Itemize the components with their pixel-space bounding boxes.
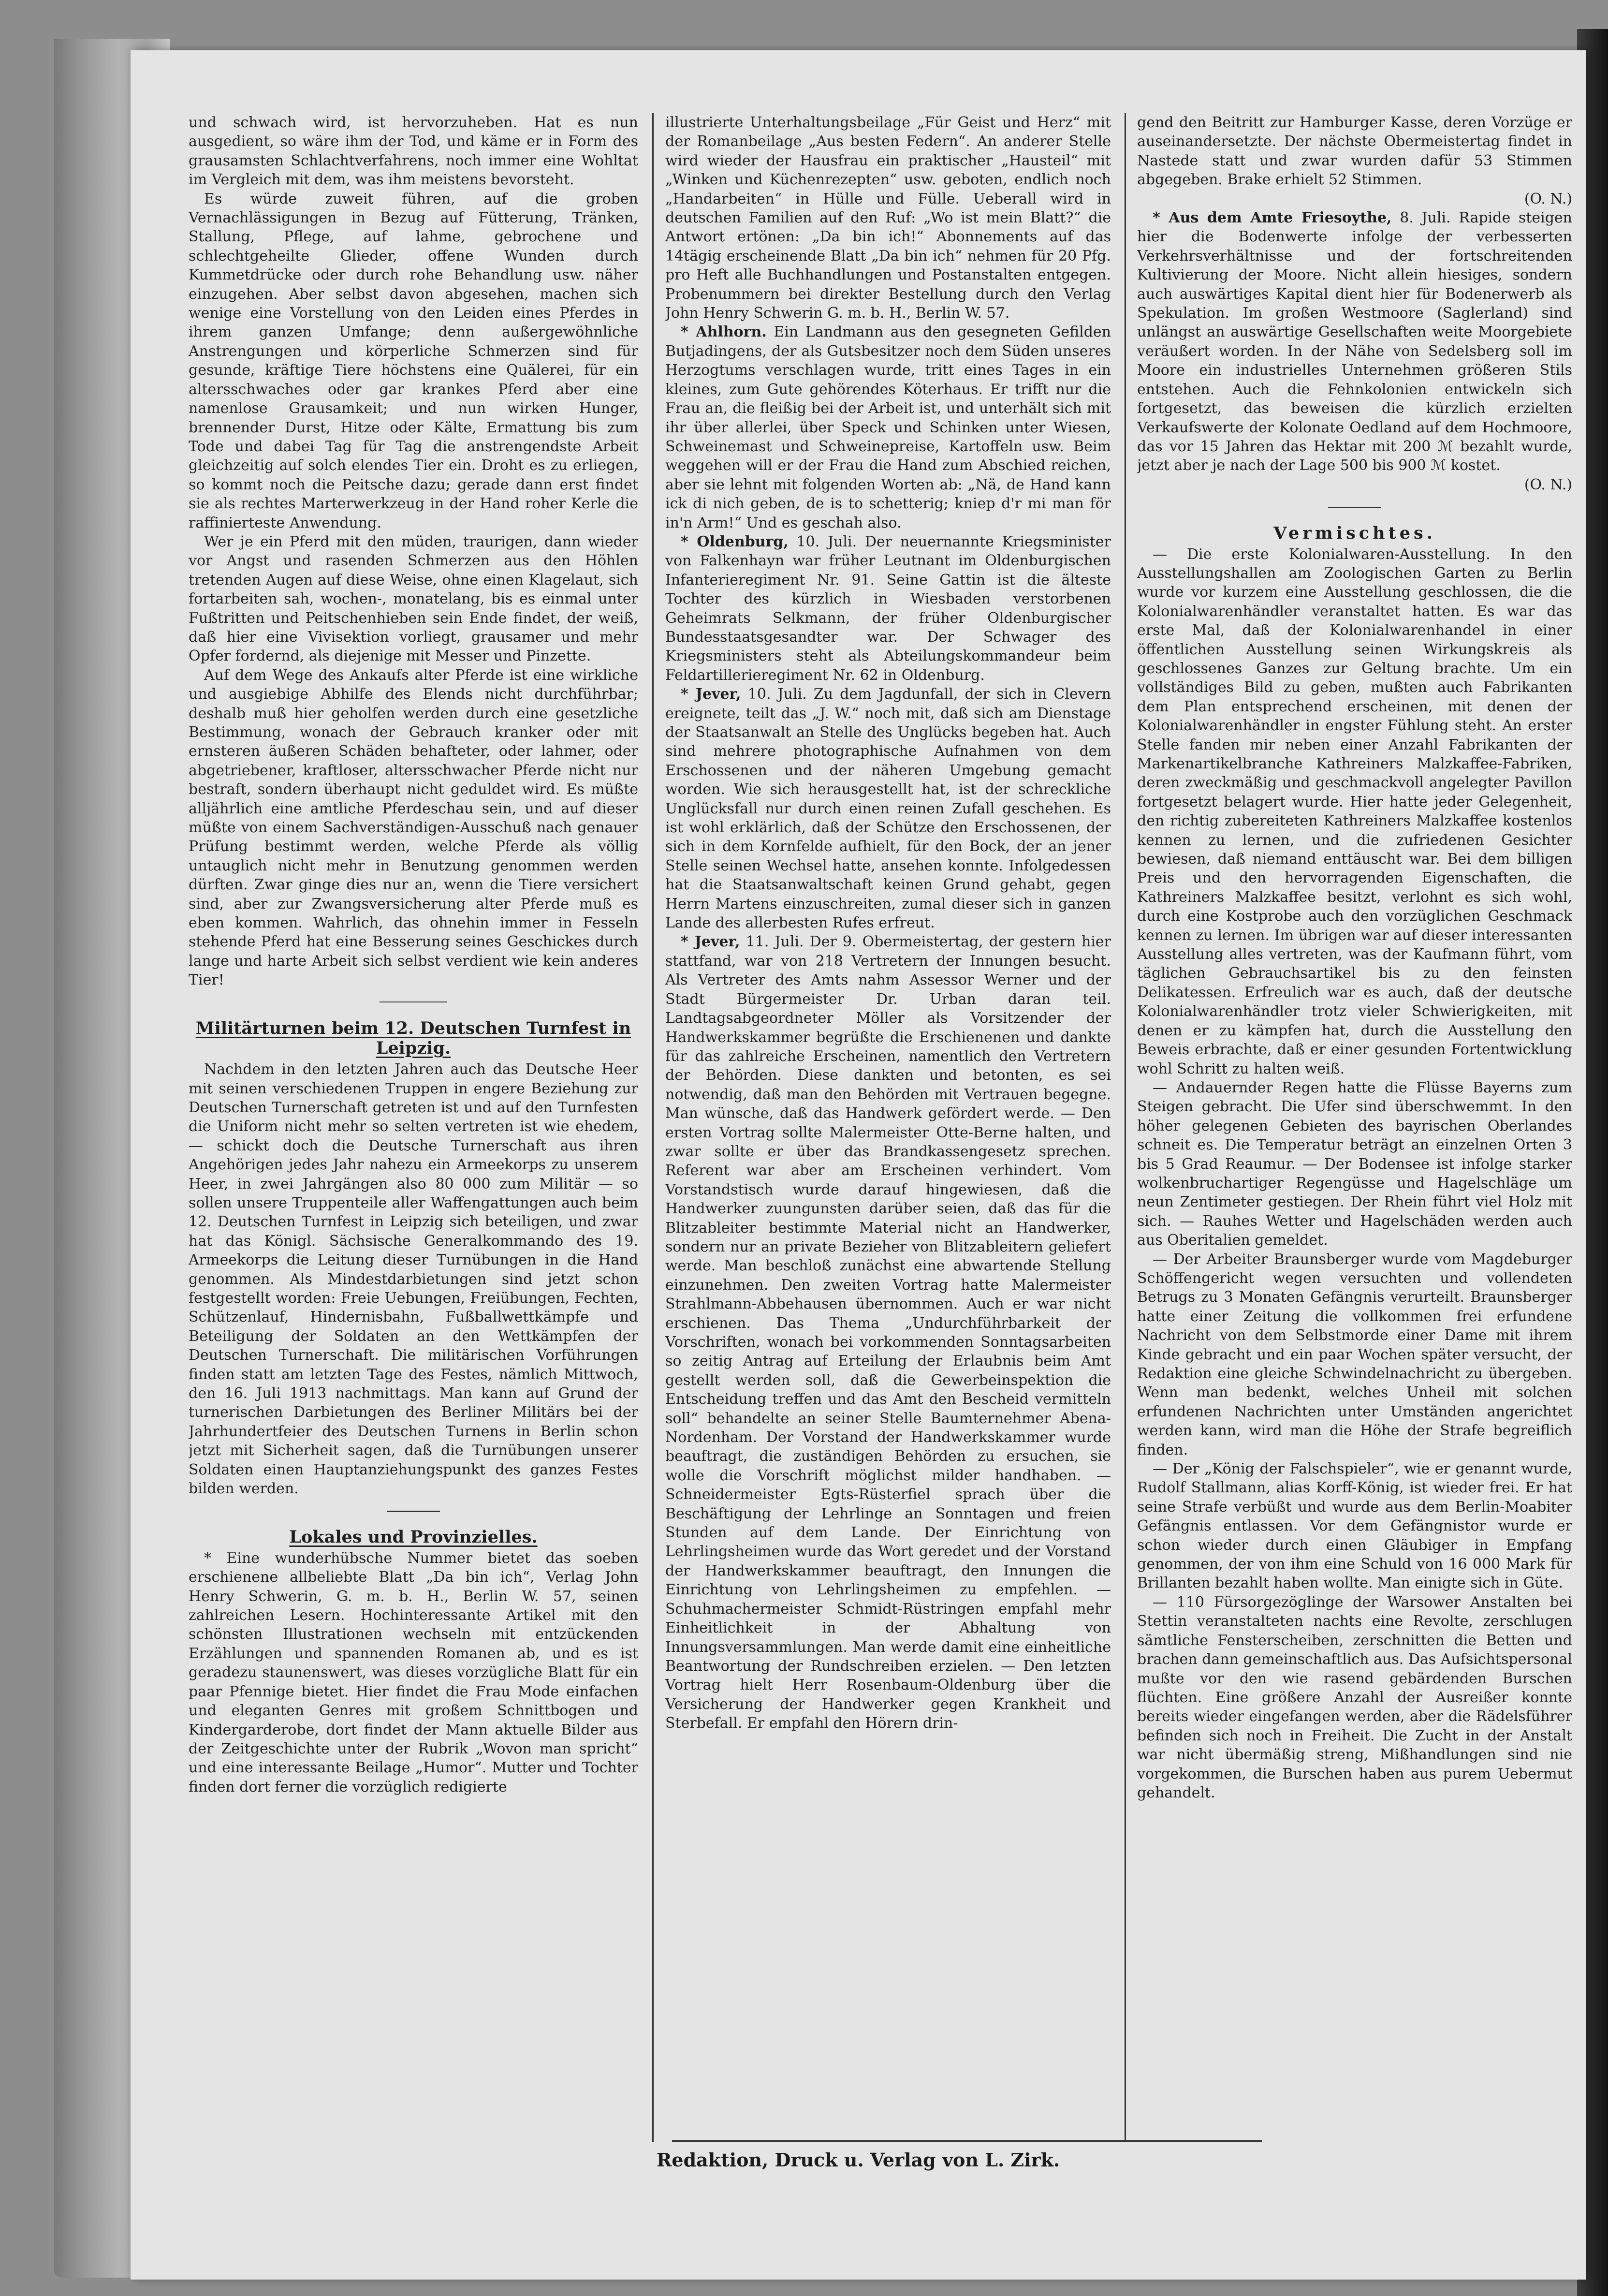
article-paragraph: — Der Arbeiter Braunsberger wurde vom Magdeburger Schöffengericht wegen versuchten und vollendeten Betrugs zu 3 Monaten Gefängnis verurteilt. Braunsberger hatte einer Zeitung die vollkommen frei erfundene Nachricht von dem Selbstmorde einer Dame mit ihrem Kinde gebracht und ein paar Wochen später versucht, der Redaktion eine gleiche Schwindelnachricht zu übergeben. Wenn man bedenkt, welches Unheil mit solchen erfundenen Nachrichten unter Umständen angerichtet werden kann, wird man die Höhe der Strafe begreiflich finden.: [1137, 1251, 1572, 1458]
footer-rule: [672, 2140, 1262, 2142]
section-divider: [189, 1501, 638, 1520]
article-paragraph: und schwach wird, ist hervorzuheben. Hat es nun ausgedient, so wäre ihm der Tod, und käme er in Form des grausamsten Schlachtverfahrens, noch immer eine Wohltat im Vergleich mit dem, was ihm meistens bevorsteht.: [189, 114, 638, 189]
article-paragraph: — Andauernder Regen hatte die Flüsse Bayerns zum Steigen gebracht. Die Ufer sind überschwemmt. In den höher gelegenen Gebieten des bayrischen Oberlandes schneit es. Die Temperatur beträgt an einzelnen Orten 3 bis 5 Grad Reaumur. — Der Bodensee ist infolge starker wolkenbruchartiger Regengüsse und Hagelschläge um neun Zentimeter gestiegen. Der Rhein führt viel Holz mit sich. — Rauhes Wetter und Hagelschäden werden auch aus Oberitalien gemeldet.: [1137, 1079, 1572, 1249]
article-paragraph: Auf dem Wege des Ankaufs alter Pferde ist eine wirkliche und ausgiebige Abhilfe des Elends nicht durchführbar; deshalb muß hier geholfen werden durch eine gesetzliche Bestimmung, wonach der Gebrauch kranker oder mit ernsteren äußeren Schäden behafteter, oder lahmer, oder abgetriebener, kraftloser, altersschwacher Pferde nicht nur bestraft, sondern überhaupt nicht geduldet wird. Es müßte alljährlich eine amtliche Pferdeschau sein, und auf dieser müßte von einem Sachverständigen-Ausschuß nach genauer Prüfung bestimmt werden, welche Pferde als völlig untauglich nicht mehr in Benutzung genommen werden dürften. Zwar ginge dies nur an, wenn die Tiere versichert sind, aber zur Zwangsversicherung alter Pferde muß es eben kommen. Wahrlich, das ohnehin immer in Fesseln stehende Pferd hat eine Besserung seines Geschickes durch lange und harte Arbeit sich selbst verdient wie kein anderes Tier!: [189, 666, 638, 989]
article-paragraph: * Eine wunderhübsche Nummer bietet das soeben erschienene allbeliebte Blatt „Da bin ich“, Verlag John Henry Schwerin, G. m. b. H., Berlin W. 57, seinen zahlreichen Lesern. Hochinteressante Artikel mit den schönsten Illustrationen wechseln mit entzückenden Erzählungen und spannenden Romanen ab, und es ist geradezu staunenswert, was dieses vorzügliche Blatt für ein paar Pfennige bietet. Hier findet die Frau Mode einfachen und eleganten Genres mit großem Schnittbogen und Kindergarderobe, dort findet der Mann aktuelle Bilder aus der Zeitgeschichte unter der Rubrik „Wovon man spricht“ und eine interessante Beilage „Humor“. Mutter und Tochter finden dort ferner die vorzüglich redigierte: [189, 1549, 638, 1796]
article-paragraph: illustrierte Unterhaltungsbeilage „Für Geist und Herz“ mit der Romanbeilage „Aus besten Federn“. An anderer Stelle wird wieder der Hausfrau ein praktischer „Hausteil“ mit „Winken und Küchenrezepten“ usw. geboten, endlich noch „Handarbeiten“ in Hülle und Fülle. Ueberall wird in deutschen Familien auf den Ruf: „Wo ist mein Blatt?“ die Antwort ertönen: „Da bin ich!“ Abonnements auf das 14tägig erscheinende Blatt „Da bin ich“ nehmen für 20 Pfg. pro Heft alle Buchhandlungen und Postanstalten entgegen. Probenummern bei direkter Bestellung durch den Verlag John Henry Schwerin G. m. b. H., Berlin W. 57.: [665, 114, 1111, 322]
headline-lokales: Lokales und Provinzielles.: [289, 1527, 538, 1547]
news-item-ahlhorn: [665, 323, 1111, 532]
imprint-footer: Redaktion, Druck u. Verlag von L. Zirk.: [656, 2149, 1060, 2171]
newspaper-page: [131, 50, 1586, 2280]
article-paragraph: Es würde zuweit führen, auf die groben Vernachlässigungen in Bezug auf Fütterung, Tränken, Stallung, Pflege, auf lahme, gebrochene und schlechtgeheilte Glieder, offene Wunden durch Kummetdrücke oder durch rohe Behandlung usw. näher einzugehen. Aber selbst davon abgesehen, machen sich wenige eine Vorstellung von den Leiden eines Pferdes in ihrem ganzen Umfange; denn außergewöhnliche Anstrengungen und körperliche Schmerzen sind für gesunde, kräftige Tiere höchstens eine Quälerei, für ein altersschwaches oder gar krankes Pferd aber eine namenlose Grausamkeit; und nun wirken Hunger, brennender Durst, Hitze oder Kälte, Ermattung bis zum Tode und dabei Tag für Tag die anstrengendste Arbeit gleichzeitig auf solch elendes Tier ein. Droht es zu erliegen, so kommt noch die Peitsche dazu; gerade dann erst findet sie als rechtes Marterwerkzeug in der Hand roher Kerle die raffinierteste Anwendung.: [189, 190, 638, 531]
article-paragraph: Wer je ein Pferd mit den müden, traurigen, dann wieder vor Angst und rasenden Schmerzen aus den Höhlen tretenden Augen auf diese Weise, ohne einen Klagelaut, sich fortarbeiten sah, wochen-, monatelang, bis es einmal unter Fußtritten und Peitschenhieben sein Ende findet, der weiß, daß hier eine Vivisektion vorliegt, grausamer und mehr Opfer fordernd, als diejenige mit Messer und Pinzette.: [189, 533, 638, 665]
article-paragraph: — Der „König der Falschspieler“, wie er genannt wurde, Rudolf Stallmann, alias Korff-König, ist wieder frei. Er hat seine Strafe verbüßt und wurde aus dem Berlin-Moabiter Gefängnis entlassen. Vor dem Gefängnistor wurde er schon wieder durch einen Gläubiger in Empfang genommen, der von ihm eine Schuld von 16 000 Mark für Brillanten bezahlt haben wollte. Man einigte sich in Güte.: [1137, 1460, 1572, 1592]
headline-vermischtes: Vermischtes.: [1273, 523, 1436, 543]
column-1: [189, 113, 638, 2142]
news-text: 8. Juli. Rapide steigen hier die Bodenwerte infolge der verbesserten Verkehrsverhältnisse und der fortschreitenden Kultivierung der Moore. Nicht allein hiesiges, sondern auch auswärtiges Kapital dient hier für Bodenerwerb als Spekulation. Im großen Westmoore (Saglerland) sind unlängst an auswärtige Gesellschaften weite Moorgebiete veräußert worden. In der Nähe von Sedelsberg soll im Moore ein industrielles Unternehmen größeren Stils entstehen. Auch die Fehnkolonien entwickeln sich fortgesetzt, das beweisen die kürzlich erzielten Verkaufswerte der Kolonate Oedland auf dem Hochmoore, das vor 15 Jahren das Hektar mit 200 ℳ bezahlt wurde, jetzt aber je nach der Lage 500 bis 900 ℳ kostet.: [1137, 209, 1572, 474]
dateline: * Oldenburg,: [681, 533, 789, 550]
source-signature: (O. N.): [1524, 476, 1572, 493]
source-signature: (O. N.): [1524, 190, 1572, 207]
news-item-oldenburg: [665, 532, 1111, 685]
news-text: 10. Juli. Der neuernannte Kriegsminister von Falkenhayn war früher Leutnant im Oldenburgischen Infanterieregiment Nr. 91. Seine Gattin ist die älteste Tochter des kürzlich in Wiesbaden verstorbenen Geheimrats Selkmann, der früher Oldenburgischer Bundesstaatsgesandter war. Der Schwager des Kriegsministers steht als Abteilungskommandeur beim Feldartillerieregiment Nr. 62 in Oldenburg.: [665, 533, 1111, 684]
news-text: Ein Landmann aus den gesegneten Gefilden Butjadingens, der als Gutsbesitzer noch dem Süden unseres Herzogtums verschlagen wurde, tritt eines Tages in ein kleines, zum Gute gehörendes Köterhaus. Er trifft nur die Frau an, die fleißig bei der Arbeit ist, und unterhält sich mit ihr über allerlei, über Speck und Schinken unter Wiesen, Schweinemast und Schweinepreise, Kartoffeln usw. Beim weggehen will er der Frau die Hand zum Abschied reichen, aber sie lehnt mit folgenden Worten ab: „Nä, de Hand kann ick di nich geben, de is to schetterig; kniep d'r mi man för in'n Arm!“ Und es geschah also.: [665, 324, 1111, 531]
article-paragraph: Nachdem in den letzten Jahren auch das Deutsche Heer mit seinen verschiedenen Truppen in engere Beziehung zur Deutschen Turnerschaft getreten ist und auf den Turnfesten die Uniform nicht mehr so selten vertreten ist wie ehedem, — schickt doch die Deutsche Turnerschaft aus ihren Angehörigen jedes Jahr nahezu ein Armeekorps zu unserem Heer, in zwei Jahrgängen also 80 000 zum Militär — so sollen unsere Truppenteile aller Waffengattungen auch beim 12. Deutschen Turnfest in Leipzig sich beteiligen, und zwar hat das Königl. Sächsische Generalkommando des 19. Armeekorps die Leitung dieser Turnübungen in die Hand genommen. Als Mindestdarbietungen sind jetzt schon festgestellt worden: Freie Uebungen, Freiübungen, Fechten, Schützenlauf, Hindernisbahn, Fußballwettkämpfe und Beteiligung der Soldaten an den Wettkämpfen der Deutschen Turnerschaft. Die militärischen Vorführungen finden statt am letzten Tage des Festes, nämlich Mittwoch, den 16. Juli 1913 nachmittags. Man kann auf Grund der turnerischen Darbietungen des Berliner Militärs bei der Jahrhundertfeier des Deutschen Turnens in Berlin schon jetzt mit Sicherheit sagen, daß die Turnübungen unserer Soldaten einen Hauptanziehungspunkt des ganzes Festes bilden werden.: [189, 1061, 638, 1498]
column-rule: [1125, 113, 1126, 2142]
article-paragraph: — 110 Fürsorgezöglinge der Warsower Anstalten bei Stettin veranstalteten nachts eine Revolte, zerschlugen sämtliche Fensterscheiben, zerschnitten die Betten und brachen dann gemeinschaftlich aus. Das Aufsichtspersonal mußte vor den wie rasend gebärdenden Burschen flüchten. Eine größere Anzahl der Ausreißer konnte bereits wieder eingefangen werden, aber die Rädelsführer befinden sich noch in Freiheit. Die Zucht in der Anstalt war nicht übermäßig streng, Mißhandlungen sind nie vorgekommen, die Burschen haben aus purem Uebermut gehandelt.: [1137, 1593, 1572, 1801]
article-paragraph: — Die erste Kolonialwaren-Ausstellung. In den Ausstellungshallen am Zoologischen Garten zu Berlin wurde vor kurzem eine Ausstellung geschlossen, die die Kolonialwarenhändler veranstaltet hatten. Es war das erste Mal, daß der Kolonialwarenhandel in einer öffentlichen Ausstellung seinen Wirkungskreis als geschlossenes Ganzes zur Geltung brachte. Um ein vollständiges Bild zu geben, mußten auch Fabrikanten dem Plan entsprechend erscheinen, mit denen der Kolonialwarenhändler in engster Fühlung steht. An erster Stelle fanden mir neben einer Anzahl Fabrikanten der Markenartikelbranche Kathreiners Malzkaffee-Fabriken, deren zweckmäßig und geschmackvoll angelegter Pavillon fortgesetzt belagert wurde. Hier hatte jeder Gelegenheit, den richtig zubereiteten Kathreiners Malzkaffee kostenlos kennen zu lernen, und die zufriedenen Gesichter bewiesen, daß niemand enttäuscht war. Bei dem billigen Preis und den hervorragenden Eigenschaften, die Kathreiners Malzkaffee besitzt, verlohnt es sich wohl, durch eine Kostprobe auch den vorzüglichen Geschmack kennen zu lernen. Im übrigen war auf dieser interessanten Ausstellung alles vertreten, was der Kaufmann führt, vom täglichen Gebrauchsartikel bis zu den feinsten Delikatessen. Erfreulich war es auch, daß der deutsche Kolonialwarenhändler trotz vieler Schwierigkeiten, mit denen er zu kämpfen hat, durch die Ausstellung den Beweis erbrachte, daß er einer gesunden Fortentwicklung wohl Schritt zu halten weiß.: [1137, 545, 1572, 1077]
article-paragraph: gend den Beitritt zur Hamburger Kasse, deren Vorzüge er auseinandersetzte. Der nächste Obermeistertag findet in Nastede statt und zwar wurden dafür 53 Stimmen abgegeben. Brake erhielt 52 Stimmen.: [1137, 114, 1572, 189]
dateline: * Ahlhorn.: [681, 324, 767, 341]
section-divider: [1137, 497, 1572, 516]
headline-militaerturnen: Militärturnen beim 12. Deutschen Turnfest in Leipzig.: [195, 1018, 631, 1059]
section-divider: [189, 993, 638, 1012]
news-item-friesoythe: [1137, 208, 1572, 475]
news-text: 11. Juli. Der 9. Obermeistertag, der gestern hier stattfand, war von 218 Vertretern der Innungen besucht. Als Vertreter des Amts nahm Assessor Werner und der Stadt Bürgermeister Dr. Urban daran teil. Landtagsabgeordneter Möller als Vorsitzender der Handwerkskammer begrüßte die Erschienenen und dankte für das zahlreiche Erscheinen, namentlich den Vertretern der Behörden. Diese dankten und betonten, es sei notwendig, daß man den Behörden mit Vertrauen begegne. Man wünsche, daß das Handwerk gefördert werde. — Den ersten Vortrag sollte Malermeister Otte-Berne halten, und zwar sollte er über das Brandkassengesetz sprechen. Referent war aber am Erscheinen verhindert. Vom Vorstandstisch wurde darauf hingewiesen, daß die Handwerker zuungunsten darüber seien, daß das für die Blitzableiter bestimmte Material nicht an Handwerker, sondern nur an private Bezieher von Blitzableitern geliefert werde. Man beschloß zunächst eine abwartende Stellung einzunehmen. Den zweiten Vortrag hatte Malermeister Strahlmann-Abbehausen übernommen. Auch er war nicht erschienen. Das Thema „Undurchführbarkeit der Vorschriften, wonach bei vorkommenden Sonntagsarbeiten so zeitig Antrag auf Erteilung der Erlaubnis beim Amt gestellt werden soll, daß die Gewerbeinspektion die Entscheidung treffen und das Amt den Bescheid vermitteln soll“ behandelte an seiner Stelle Baumternehmer Abena-Nordenham. Der Vorstand der Handwerkskammer wurde beauftragt, die zuständigen Behörden zu ersuchen, sie wolle die Vorschrift möglichst milder handhaben. — Schneidermeister Egts-Rüsterfiel sprach über die Beschäftigung der Lehrlinge an Sonntagen und freien Stunden auf dem Lande. Der Einrichtung von Lehrlingsheimen wurde das Wort geredet und der Vorstand der Handwerkskammer beauftragt, den Innungen die Einrichtung von Lehrlingsheimen zu empfehlen. — Schuhmachermeister Schmidt-Rüstringen empfahl mehr Einheitlichkeit in der Abhaltung von Innungsversammlungen. Man werde damit eine einheitliche Beantwortung der Rundschreiben erzielen. — Den letzten Vortrag hielt Herr Rosenbaum-Oldenburg über die Versicherung der Handwerker gegen Krankheit und Sterbefall. Er empfahl den Hörern drin-: [665, 933, 1111, 1732]
column-2: [665, 113, 1111, 2142]
column-rule: [652, 113, 654, 2142]
dateline: * Jever,: [681, 686, 741, 703]
news-item-jever-2: [665, 932, 1111, 1733]
dateline: * Aus dem Amte Friesoythe,: [1153, 209, 1392, 227]
news-item-jever-1: [665, 685, 1111, 932]
news-text: 10. Juli. Zu dem Jagdunfall, der sich in Clevern ereignete, teilt das „J. W.“ noch mit, daß sich am Dienstage der Staatsanwalt an Stelle des Unglücks begeben hat. Auch sind mehrere photographische Aufnahmen von dem Erschossenen und der näheren Umgebung gemacht worden. Wie sich herausgestellt hat, ist der schreckliche Unglücksfall nur durch einen reinen Zufall geschehen. Es ist wohl erklärlich, daß der Schütze den Erschossenen, der sich in dem Kornfelde aufhielt, für den Bock, der an jener Stelle seinen Wechsel hatte, ansehen konnte. Infolgedessen hat die Staatsanwaltschaft keinen Grund gehabt, gegen Herrn Martens einzuschreiten, zumal dieser sich in ganzen Lande des allerbesten Rufes erfreut.: [665, 686, 1111, 932]
dateline: * Jever,: [681, 933, 740, 951]
column-3: [1137, 113, 1572, 2142]
